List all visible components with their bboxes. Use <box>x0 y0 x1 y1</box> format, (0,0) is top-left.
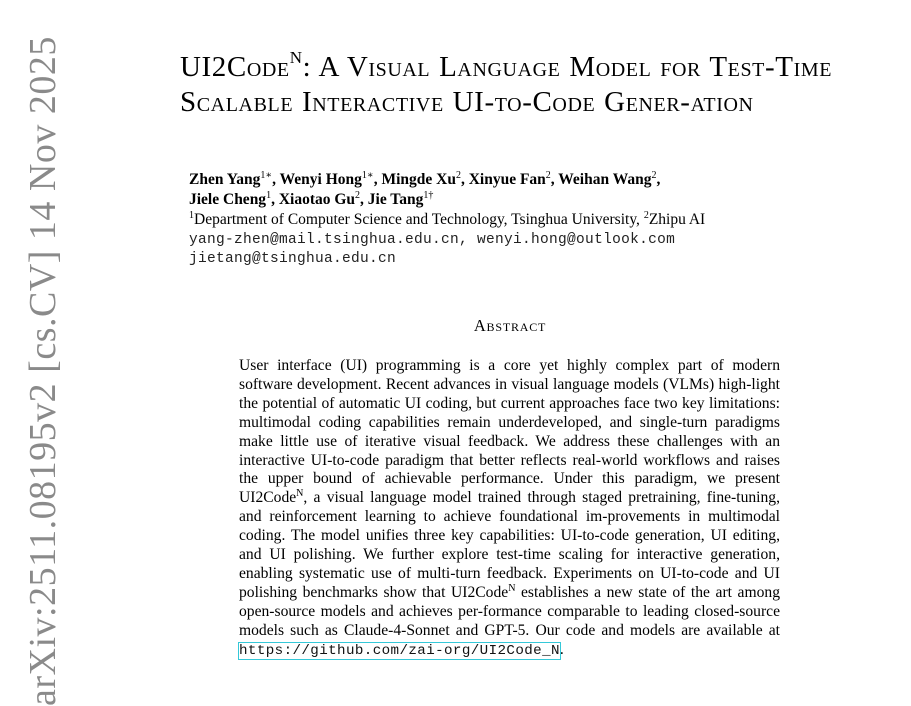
affiliation-mark-1: 1 <box>189 210 194 221</box>
title-part1: UI2Code <box>180 51 290 83</box>
author <box>368 191 434 208</box>
author <box>469 171 551 188</box>
author-list: Zhen Yang$^{1∗}$, Wenyi Hong$^{1∗}$, Mingde Xu$^2$, Xinyue Fan$^2$, Weihan Wang$^2$, Jiele Cheng$^1$, Xiaotao Gu$^2$, Jie Tang$^{1\dagger}$ <box>189 170 661 208</box>
author-affiliation-mark: 1∗ <box>361 170 374 181</box>
author <box>558 171 656 188</box>
arxiv-stamp: arXiv:2511.08195v2 [cs.CV] 14 Nov 2025 <box>22 36 64 706</box>
author <box>279 191 360 208</box>
author-name: Wenyi Hong <box>279 171 362 188</box>
author-name: Jie Tang <box>367 191 424 208</box>
abstract-text-1: User interface (UI) programming is a core yet highly complex part of modern software development. Recent advances in visual language models (VLMs) high-light the potential of automatic UI coding, but current approaches face two key limitations: multimodal coding capabilities remain underdeveloped, and single-turn paradigms make little use of iterative visual feedback. We address these challenges with an interactive UI-to-code paradigm that better reflects real-world workflows and raises the upper bound of achievable performance. Under this paradigm, we present UI2Code <box>239 357 780 507</box>
affiliation-2: Zhipu AI <box>648 211 706 228</box>
author-affiliation-mark: 2 <box>355 190 361 201</box>
author-name: Xinyue Fan <box>468 171 546 188</box>
author-name: Xiaotao Gu <box>278 191 356 208</box>
email-line-1: yang-zhen@mail.tsinghua.edu.cn, wenyi.hong@outlook.com <box>189 232 676 248</box>
author-affiliation-mark: 2 <box>545 170 551 181</box>
author-affiliation-mark: 1∗ <box>260 170 273 181</box>
abstract-superscript-1: N <box>296 488 304 500</box>
affiliations <box>189 210 705 230</box>
title-superscript: N <box>289 48 303 67</box>
author <box>280 171 374 188</box>
abstract-text-4: . <box>559 640 564 658</box>
affiliation-mark-2: 2 <box>643 210 649 221</box>
abstract-text-3: establishes a new state of the art among open-source models and achieves per-formance comparable to leading closed-source models such as Claude-4-Sonnet and GPT-5. Our code and models are available at <box>239 583 781 639</box>
author <box>189 191 271 208</box>
paper-title <box>180 40 860 120</box>
author-name: Jiele Cheng <box>189 191 267 208</box>
abstract-body <box>239 357 780 661</box>
author-name: Zhen Yang <box>189 171 261 188</box>
abstract-text-2: , a visual language model trained through staged pretraining, fine-tuning, and reinforcement learning to achieve foundational im-provements in multimodal coding. The model unifies three key capabilities: UI-to-code generation, UI editing, and UI polishing. We further explore test-time scaling for interactive generation, enabling systematic use of multi-turn feedback. Experiments on UI-to-code and UI polishing benchmarks show that UI2Code <box>239 489 780 601</box>
author <box>381 171 461 188</box>
title-part2: : A Visual Language Model for Test-Time Scalable Interactive UI-to-Code Gener-ation <box>180 51 833 118</box>
author-name: Weihan Wang <box>558 171 652 188</box>
code-link[interactable]: https://github.com/zai-org/UI2Code_N <box>239 642 560 659</box>
abstract-superscript-2: N <box>508 582 516 594</box>
author-name: Mingde Xu <box>381 171 456 188</box>
author-affiliation-mark: 2 <box>651 170 657 181</box>
author-affiliation-mark: 2 <box>455 170 461 181</box>
author <box>189 171 272 188</box>
author-affiliation-mark: 1† <box>423 190 434 201</box>
author-affiliation-mark: 1 <box>266 190 272 201</box>
affiliation-1: Department of Computer Science and Technology, Tsinghua University, <box>194 211 644 228</box>
email-line-2: jietang@tsinghua.edu.cn <box>189 251 397 267</box>
abstract-heading: Abstract <box>473 316 547 335</box>
